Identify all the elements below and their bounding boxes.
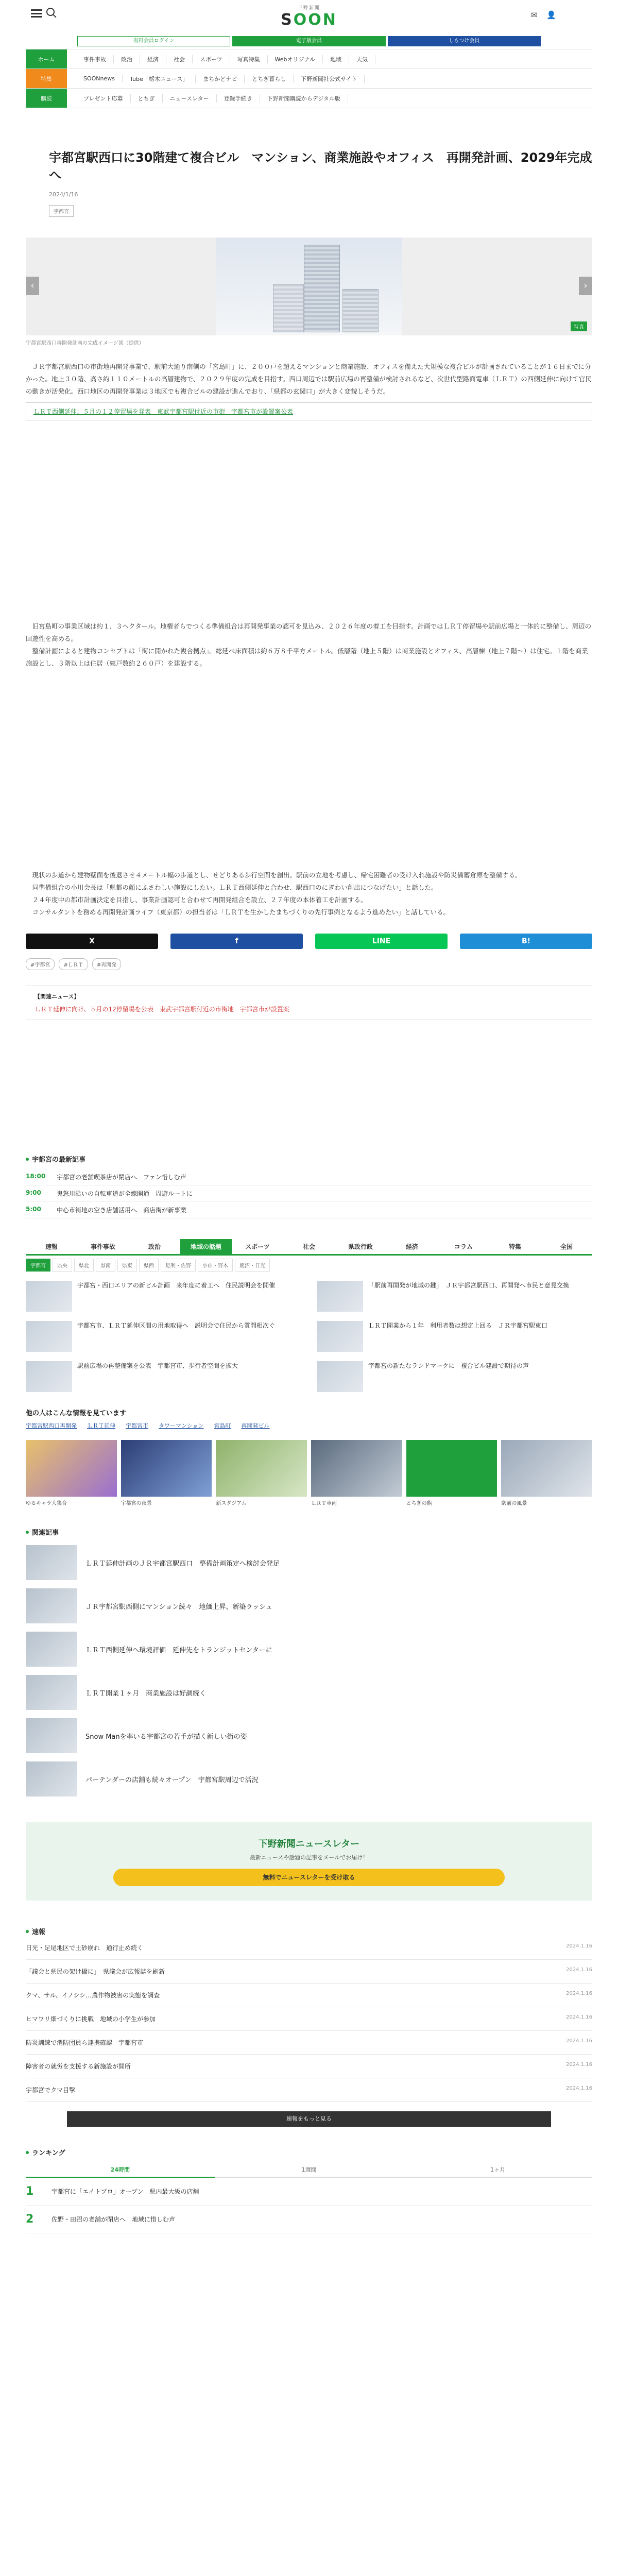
breaking-item[interactable]: 宇都宮でクマ目撃 2024.1.16 bbox=[26, 2078, 592, 2102]
logo-subtitle: 下野新聞 bbox=[297, 6, 321, 11]
photo-thumb[interactable] bbox=[26, 1440, 117, 1497]
ranking-item[interactable]: 1 宇都宮に「エイトプロ」オープン 県内最大級の店舗 bbox=[26, 2178, 592, 2206]
card-thumbnail bbox=[317, 1281, 363, 1312]
tag-pill[interactable]: #宇都宮 bbox=[26, 958, 55, 970]
related-heading: 【関連ニュース】 bbox=[35, 993, 80, 1001]
ad-space bbox=[26, 493, 592, 606]
digital-member-button[interactable]: 電子版会員 bbox=[232, 36, 385, 46]
newsletter-banner bbox=[26, 1822, 592, 1901]
breaking-item[interactable]: クマ、サル、イノシシ…農作物被害の実態を調査 2024.1.16 bbox=[26, 1984, 592, 2007]
user-icon[interactable]: 👤 bbox=[546, 10, 556, 20]
subtab-area[interactable]: 県北 bbox=[74, 1259, 94, 1272]
tab-feature[interactable]: 特集 bbox=[508, 1243, 521, 1251]
photo-caption: ゆるキャラ大集合 bbox=[26, 1501, 67, 1507]
article-body bbox=[26, 620, 592, 669]
more-breaking-button[interactable]: 速報をもっと見る bbox=[67, 2111, 551, 2127]
site-logo[interactable] bbox=[281, 4, 337, 29]
nav-item[interactable]: とちぎ bbox=[131, 94, 163, 103]
nav-item[interactable]: 事件事故 bbox=[76, 55, 114, 63]
subtab-area[interactable]: 宇都宮 bbox=[26, 1259, 50, 1272]
subtab-area[interactable]: 県南 bbox=[96, 1259, 115, 1272]
mail-icon[interactable]: ✉ bbox=[530, 10, 538, 20]
article-title: 宇都宮駅西口に30階建て複合ビル マンション、商業施設やオフィス 再開発計画、2029年完成へ bbox=[49, 150, 592, 182]
tab-incidents[interactable]: 事件事故 bbox=[90, 1243, 115, 1251]
interest-tag[interactable]: 宇都宮駅西口再開発 bbox=[26, 1422, 77, 1430]
list-item[interactable]: 5:00 中心市街地の空き店舗活用へ 商店街が新事業 bbox=[26, 1202, 592, 1218]
pickup-thumbnail bbox=[26, 1545, 77, 1580]
subtab-area[interactable]: 鹿沼・日光 bbox=[235, 1259, 270, 1272]
subtab-area[interactable]: 県東 bbox=[117, 1259, 137, 1272]
photo-caption: 宇都宮駅西口再開発計画の完成イメージ図（提供） bbox=[26, 341, 144, 347]
interest-tag[interactable]: 宮島町 bbox=[214, 1422, 231, 1430]
tab-national[interactable]: 全国 bbox=[560, 1243, 573, 1251]
related-link[interactable]: ＬＲＴ延伸に向け、５月の12停留場を公表 東武宇都宮駅付近の市街地 宇都宮市が設置案 bbox=[35, 1006, 289, 1013]
breaking-item[interactable]: 「議会と県民の架け橋に」 県議会が広報誌を刷新 2024.1.16 bbox=[26, 1960, 592, 1984]
article bbox=[26, 108, 592, 1020]
site-header bbox=[26, 0, 592, 49]
pickup-section bbox=[26, 1527, 592, 1797]
interest-title: 他の人はこんな情報を見ています bbox=[26, 1410, 127, 1418]
nav-item[interactable]: 政治 bbox=[114, 55, 140, 63]
nav-label-subscribe[interactable]: 購読 bbox=[26, 89, 67, 108]
nav-item[interactable]: 登録手続き bbox=[217, 94, 260, 103]
pickup-item[interactable]: Snow Manを率いる宇都宮の若手が描く新しい街の姿 bbox=[26, 1718, 592, 1753]
pickup-thumbnail bbox=[26, 1761, 77, 1797]
pickup-item[interactable]: ＬＲＴ西側延伸へ環境評価 延伸先をトランジットセンターに bbox=[26, 1632, 592, 1667]
nav-item[interactable]: とちぎ暮らし bbox=[245, 75, 294, 83]
pickup-item[interactable]: パーテンダーの店舗も続々オープン 宇都宮駅周辺で活況 bbox=[26, 1761, 592, 1797]
article-paragraph: ２４年度中の都市計画決定を目指し、事業計画認可と合わせて再開発組合を設立、２７年度の本体着工を計画する。 bbox=[32, 895, 367, 904]
nav-item[interactable]: 下野新聞購読からデジタル版 bbox=[260, 94, 348, 103]
photo-thumb[interactable] bbox=[311, 1440, 402, 1497]
photo-caption: 駅前の風景 bbox=[501, 1501, 527, 1507]
subtab-area[interactable]: 足利・佐野 bbox=[161, 1259, 196, 1272]
logo-wordmark: SOON bbox=[281, 11, 337, 29]
ranking-tab[interactable]: 1ヶ月 bbox=[403, 2162, 592, 2178]
tab-column[interactable]: コラム bbox=[454, 1243, 473, 1251]
nav-item[interactable]: まちかどナビ bbox=[196, 75, 245, 83]
inline-related-link[interactable]: ＬＲＴ西側延伸、５月の１２停留場を発表 東武宇都宮駅付近の市街 宇都宮市が設置案公表 bbox=[26, 402, 592, 420]
slider-prev-button[interactable]: ‹ bbox=[26, 277, 39, 295]
photo-caption: とちぎの熊 bbox=[406, 1501, 432, 1507]
header-icons bbox=[531, 10, 556, 20]
tab-society[interactable]: 社会 bbox=[302, 1243, 315, 1251]
bullet-icon bbox=[26, 1930, 29, 1933]
nav-label-feature[interactable]: 特集 bbox=[26, 69, 67, 88]
subtab-area[interactable]: 小山・野木 bbox=[198, 1259, 233, 1272]
photo-thumb[interactable] bbox=[501, 1440, 592, 1497]
feature-nav bbox=[26, 69, 592, 89]
tab-local[interactable]: 地域の話題 bbox=[180, 1239, 232, 1254]
main-nav bbox=[26, 49, 592, 69]
nav-item[interactable]: 経済 bbox=[140, 55, 166, 63]
card-thumbnail bbox=[317, 1361, 363, 1392]
breaking-title: 速報 bbox=[32, 1928, 46, 1937]
related-box bbox=[26, 986, 592, 1020]
header-buttons bbox=[77, 36, 541, 46]
latest-title: 宇都宮の最新記事 bbox=[32, 1156, 86, 1164]
article-paragraph: 現状の歩道から建物壁面を後退させ４メートル幅の歩道とし、せどりある歩行空間を創出。駅前の立地を考慮し、帰宅困難者の受け入れ施設や防災備蓄倉庫を整備する。 bbox=[32, 871, 522, 879]
list-item[interactable]: 9:00 鬼怒川沿いの自転車道が全線開通 周遊ルートに bbox=[26, 1185, 592, 1202]
tab-economy[interactable]: 経済 bbox=[405, 1243, 418, 1251]
category-tabs bbox=[26, 1239, 592, 1256]
menu-icon[interactable] bbox=[31, 9, 42, 18]
ad-space bbox=[26, 741, 592, 855]
photo-count-badge: 写真 bbox=[571, 321, 587, 331]
tab-politics[interactable]: 政治 bbox=[148, 1243, 161, 1251]
area-subtabs bbox=[26, 1259, 592, 1272]
article-date: 2024/1/16 bbox=[49, 191, 78, 198]
newsletter-title: 下野新聞ニュースレター bbox=[258, 1839, 360, 1850]
newsletter-description: 最新ニュースや話題の記事をメールでお届け！ bbox=[249, 1854, 369, 1861]
share-facebook-button[interactable]: f bbox=[170, 934, 303, 949]
pickup-item[interactable]: ＪＲ宇都宮駅西側にマンション続々 地価上昇、新築ラッシュ bbox=[26, 1588, 592, 1623]
article-paragraph: 整備計画によると建物コンセプトは「街に開かれた複合拠点」。総延べ床面積は約６万８千平方メートル。低層階（地上５階）は商業施設とオフィス、高層棟（地上７階〜）は住宅。１階を商業施設とし、３階以上は住居（総戸数約２６０戸）を建設する。 bbox=[26, 647, 588, 667]
interest-section bbox=[26, 1408, 592, 1430]
share-x-button[interactable]: X bbox=[26, 934, 158, 949]
nav-item[interactable]: スポーツ bbox=[193, 55, 230, 63]
article-card[interactable]: 駅前広場の再整備案を公表 宇都宮市、歩行者空間を拡大 bbox=[26, 1361, 301, 1392]
nav-item[interactable]: Tube「栃木ニュース」 bbox=[123, 75, 196, 83]
photo-caption: ＬＲＴ車両 bbox=[311, 1501, 337, 1507]
nav-item[interactable]: 写真特集 bbox=[230, 55, 268, 63]
share-buttons bbox=[26, 934, 592, 949]
share-line-button[interactable]: LINE bbox=[315, 934, 448, 949]
search-icon[interactable] bbox=[46, 8, 55, 16]
ranking-tab[interactable]: 1週間 bbox=[215, 2162, 404, 2178]
member-login-button[interactable]: 有料会員ログイン bbox=[77, 36, 230, 46]
pickup-title: 関連記事 bbox=[32, 1529, 59, 1537]
article-paragraph: ＪＲ宇都宮駅西口の市街地再開発事業で、駅前大通り南側の「宮島町」に、２００戸を超えるマンションと商業施設、オフィスを備えた大規模な複合ビルが計画されていることが１６日までに分かった。地上３０階、高さ約１１０メートルの高層建物で、２０２９年度の完成を目指す。西口周辺では駅前広場の再整備が検討されるなど、次世代型路面電車（ＬＲＴ）の西側延伸に向けて官民の動きが活発化。西口地区の再開発事業は３地区でも複合ビルの建設が進んでおり、「県都の玄関口」が大きく変貌しそうだ。 bbox=[26, 363, 592, 395]
shimotsuke-member-button[interactable]: しもつけ会員 bbox=[388, 36, 541, 46]
share-hatena-button[interactable]: B! bbox=[460, 934, 592, 949]
photo-slider bbox=[26, 238, 592, 335]
bullet-icon bbox=[26, 1158, 29, 1161]
tag-pill[interactable]: #再開発 bbox=[92, 958, 121, 970]
breaking-item[interactable]: 障害者の就労を支援する新施設が開所 2024.1.16 bbox=[26, 2055, 592, 2078]
article-card-grid bbox=[26, 1281, 592, 1392]
breaking-item[interactable]: 防災訓練で消防団員ら連携確認 宇都宮市 2024.1.16 bbox=[26, 2031, 592, 2055]
photo-strip bbox=[26, 1440, 592, 1497]
ranking-title: ランキング bbox=[32, 2149, 65, 2158]
photo-thumb[interactable] bbox=[406, 1440, 497, 1497]
article-body bbox=[26, 361, 592, 397]
photo-caption: 宇都宮の夜景 bbox=[121, 1501, 152, 1507]
bullet-icon bbox=[26, 2151, 29, 2154]
pickup-thumbnail bbox=[26, 1675, 77, 1710]
interest-tag[interactable]: タワーマンション bbox=[159, 1422, 204, 1430]
nav-item[interactable]: 社会 bbox=[166, 55, 193, 63]
ranking-section bbox=[26, 2147, 592, 2233]
card-thumbnail bbox=[26, 1321, 72, 1352]
pickup-thumbnail bbox=[26, 1632, 77, 1667]
article-paragraph: 同準備組合の小川会長は「県都の顔にふさわしい施設にしたい。ＬＲＴ西側延伸と合わせ、駅西口のにぎわい創出につなげたい」と話した。 bbox=[32, 884, 438, 892]
newsletter-signup-button[interactable]: 無料でニュースレターを受け取る bbox=[113, 1869, 505, 1886]
breaking-item[interactable]: 日光・足尾地区で土砂崩れ 通行止め続く 2024.1.16 bbox=[26, 1936, 592, 1960]
nav-label-home[interactable]: ホーム bbox=[26, 49, 67, 69]
nav-item[interactable]: ニュースレター bbox=[163, 94, 217, 103]
ranking-item[interactable]: 2 佐野・田沼の老舗が閉店へ 地域に惜しむ声 bbox=[26, 2206, 592, 2233]
ranking-tabs bbox=[26, 2162, 592, 2178]
pickup-thumbnail bbox=[26, 1588, 77, 1623]
tag-pill[interactable]: #ＬＲＴ bbox=[59, 958, 88, 970]
pickup-thumbnail bbox=[26, 1718, 77, 1753]
nav-item[interactable]: Webオリジナル bbox=[268, 55, 323, 63]
ranking-tab[interactable]: 24時間 bbox=[26, 2162, 215, 2178]
nav-item[interactable]: プレゼント応募 bbox=[76, 94, 131, 103]
nav-item[interactable]: 地域 bbox=[323, 55, 349, 63]
article-card[interactable]: 宇都宮・西口エリアの新ビル計画 来年度に着工へ 住民説明会を開催 bbox=[26, 1281, 301, 1312]
breaking-item[interactable]: ヒマワリ畑づくりに挑戦 地域の小学生が参加 2024.1.16 bbox=[26, 2007, 592, 2031]
article-photo[interactable] bbox=[216, 238, 402, 335]
tab-sports[interactable]: スポーツ bbox=[245, 1243, 270, 1251]
nav-item[interactable]: 天気 bbox=[349, 55, 375, 63]
article-paragraph: 旧宮島町の事業区域は約１．３ヘクタール。地権者らでつくる準備組合は再開発事業の認可を見込み、２０２６年度の着工を目指す。計画ではＬＲＴ停留場や駅前広場と一体的に整備し、周辺の回遊性を高める。 bbox=[26, 622, 592, 643]
tab-prefecture[interactable]: 県政行政 bbox=[348, 1243, 373, 1251]
card-thumbnail bbox=[26, 1281, 72, 1312]
pickup-item[interactable]: ＬＲＴ開業１ヶ月 商業施設は好調続く bbox=[26, 1675, 592, 1710]
interest-tag[interactable]: ＬＲＴ延伸 bbox=[87, 1422, 115, 1430]
subscription-nav bbox=[26, 89, 592, 108]
tab-breaking[interactable]: 速報 bbox=[45, 1243, 58, 1251]
article-card[interactable]: 宇都宮市、ＬＲＴ延伸区間の用地取得へ 説明会で住民から質問相次ぐ bbox=[26, 1321, 301, 1352]
nav-item[interactable]: SOONnews bbox=[76, 75, 123, 82]
slider-next-button[interactable]: › bbox=[579, 277, 592, 295]
interest-tag[interactable]: 宇都宮市 bbox=[126, 1422, 148, 1430]
article-tags bbox=[26, 958, 592, 970]
photo-captions bbox=[26, 1499, 592, 1506]
pickup-item[interactable]: ＬＲＴ延伸計画のＪＲ宇都宮駅西口 整備計画策定へ検討会発足 bbox=[26, 1545, 592, 1580]
photo-caption: 新スタジアム bbox=[216, 1501, 247, 1507]
subtab-area[interactable]: 県西 bbox=[139, 1259, 159, 1272]
article-card[interactable]: ＬＲＴ開業から１年 利用者数は想定上回る ＪＲ宇都宮駅東口 bbox=[317, 1321, 592, 1352]
list-item[interactable]: 18:00 宇都宮の老舗喫茶店が閉店へ ファン惜しむ声 bbox=[26, 1169, 592, 1185]
article-paragraph: コンサルタントを務める再開発計画ライフ（東京都）の担当者は「ＬＲＴを生かしたまちづくりの先行事例となるよう進めたい」と話している。 bbox=[32, 908, 450, 916]
nav-item[interactable]: 下野新聞社公式サイト bbox=[294, 75, 365, 83]
bullet-icon bbox=[26, 1531, 29, 1534]
breaking-section bbox=[26, 1926, 592, 2127]
card-thumbnail bbox=[317, 1321, 363, 1352]
ad-space bbox=[26, 1020, 592, 1154]
photo-thumb[interactable] bbox=[121, 1440, 212, 1497]
interest-tag[interactable]: 再開発ビル bbox=[241, 1422, 270, 1430]
subtab-area[interactable]: 県央 bbox=[53, 1259, 72, 1272]
photo-thumb[interactable] bbox=[216, 1440, 307, 1497]
article-tag[interactable]: 宇都宮 bbox=[49, 205, 74, 217]
card-thumbnail bbox=[26, 1361, 72, 1392]
latest-section bbox=[26, 1154, 592, 1218]
article-card[interactable]: 宇都宮の新たなランドマークに 複合ビル建設で期待の声 bbox=[317, 1361, 592, 1392]
article-body bbox=[26, 869, 592, 918]
article-card[interactable]: 「駅前再開発が地域の鍵」 ＪＲ宇都宮駅西口、再開発へ市民と意見交換 bbox=[317, 1281, 592, 1312]
